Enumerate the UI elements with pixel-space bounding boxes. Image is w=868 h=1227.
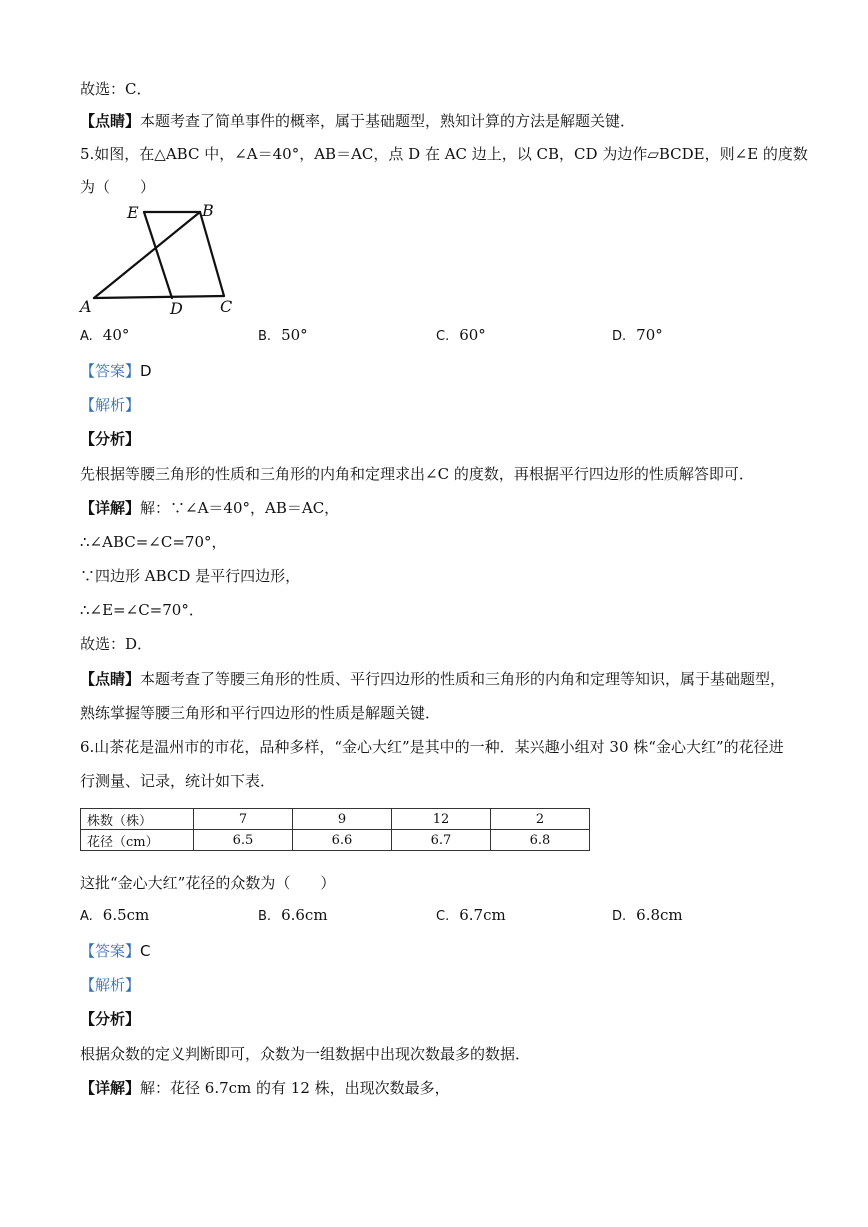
q5-answer xyxy=(80,360,152,381)
table-cell: 7 xyxy=(194,809,293,830)
q5-detail-1: 【详解】解：∵∠A＝40°，AB＝AC， xyxy=(80,499,340,517)
q5-answer-bracket: 【答案】 xyxy=(80,362,141,380)
table-cell: 株数（株） xyxy=(81,809,194,830)
q5-detail-4: ∴∠E=∠C=70°． xyxy=(80,601,204,619)
label-C: C xyxy=(220,297,233,316)
q6-fenxi-text: 根据众数的定义判断即可，众数为一组数据中出现次数最多的数据． xyxy=(80,1045,531,1063)
label-E: E xyxy=(127,203,139,222)
q5-conclusion: 故选：D． xyxy=(80,635,153,653)
q6-question: 这批“金心大红”花径的众数为（ ） xyxy=(80,874,336,892)
q6-stem-line2: 行测量、记录，统计如下表． xyxy=(80,772,276,790)
segment-AB xyxy=(94,212,200,298)
table-cell: 9 xyxy=(293,809,392,830)
table-cell: 6.7 xyxy=(392,830,491,851)
q6-answer-value: C xyxy=(140,942,151,960)
q6-option-b[interactable]: B. 6.6cm xyxy=(258,906,328,924)
table-row xyxy=(81,830,590,851)
q5-dianjing-bracket: 【点睛】 xyxy=(80,670,141,688)
label-D: D xyxy=(170,299,183,318)
label-B: B xyxy=(202,201,214,220)
q5-answer-value: D xyxy=(140,362,152,380)
q5-detail-bracket: 【详解】 xyxy=(80,499,141,517)
q6-option-c[interactable]: C. 6.7cm xyxy=(436,906,506,924)
segment-AC xyxy=(94,296,224,298)
q5-option-d[interactable]: D. 70° xyxy=(612,326,663,344)
q5-option-b[interactable]: B. 50° xyxy=(258,326,308,344)
q5-dianjing-2: 熟练掌握等腰三角形和平行四边形的性质是解题关键． xyxy=(80,704,441,722)
q5-dianjing-1: 【点睛】本题考查了等腰三角形的性质、平行四边形的性质和三角形的内角和定理等知识，属于基础题型， xyxy=(80,670,786,688)
q5-jiexi: 【解析】 xyxy=(80,396,141,414)
q5-stem-line1: 5.如图，在△ABC 中，∠A＝40°，AB＝AC，点 D 在 AC 边上，以 CB，CD 为边作▱BCDE，则∠E 的度数 xyxy=(80,145,808,163)
q6-option-d[interactable]: D. 6.8cm xyxy=(612,906,683,924)
q5-option-c[interactable]: C. 60° xyxy=(436,326,486,344)
table-cell: 6.8 xyxy=(491,830,590,851)
q5-fenxi-text: 先根据等腰三角形的性质和三角形的内角和定理求出∠C 的度数，再根据平行四边形的性质解答即可． xyxy=(80,465,754,483)
q5-detail-2: ∴∠ABC=∠C=70°， xyxy=(80,533,227,551)
label-A: A xyxy=(80,297,92,316)
q6-option-a[interactable]: A. 6.5cm xyxy=(80,906,150,924)
q5-parallelogram-figure xyxy=(76,198,246,318)
q6-answer-bracket: 【答案】 xyxy=(80,942,141,960)
table-cell: 6.6 xyxy=(293,830,392,851)
table-cell: 12 xyxy=(392,809,491,830)
q5-detail-3: ∵四边形 ABCD 是平行四边形， xyxy=(80,567,301,585)
q6-fenxi: 【分析】 xyxy=(80,1010,141,1028)
segment-BC xyxy=(200,212,224,296)
dianjing-bracket: 【点睛】 xyxy=(80,112,141,130)
q6-stem-line1: 6.山茶花是温州市的市花，品种多样，“金心大红”是其中的一种．某兴趣小组对 30 株“金心大红”的花径进 xyxy=(80,738,784,756)
prev-conclusion: 故选：C． xyxy=(80,80,152,98)
q6-detail-1: 【详解】解：花径 6.7cm 的有 12 株，出现次数最多， xyxy=(80,1079,450,1097)
q5-stem-line2: 为（ ） xyxy=(80,178,156,196)
table-cell: 2 xyxy=(491,809,590,830)
table-cell: 花径（cm） xyxy=(81,830,194,851)
table-cell: 6.5 xyxy=(194,830,293,851)
q6-answer xyxy=(80,940,151,961)
q6-jiexi: 【解析】 xyxy=(80,976,141,994)
q6-detail-bracket: 【详解】 xyxy=(80,1079,141,1097)
prev-dianjing xyxy=(80,110,635,131)
q5-fenxi: 【分析】 xyxy=(80,430,141,448)
q6-data-table xyxy=(80,808,590,851)
dianjing-text: 本题考查了简单事件的概率，属于基础题型，熟知计算的方法是解题关键． xyxy=(140,112,636,130)
table-row xyxy=(81,809,590,830)
q5-option-a[interactable]: A. 40° xyxy=(80,326,130,344)
